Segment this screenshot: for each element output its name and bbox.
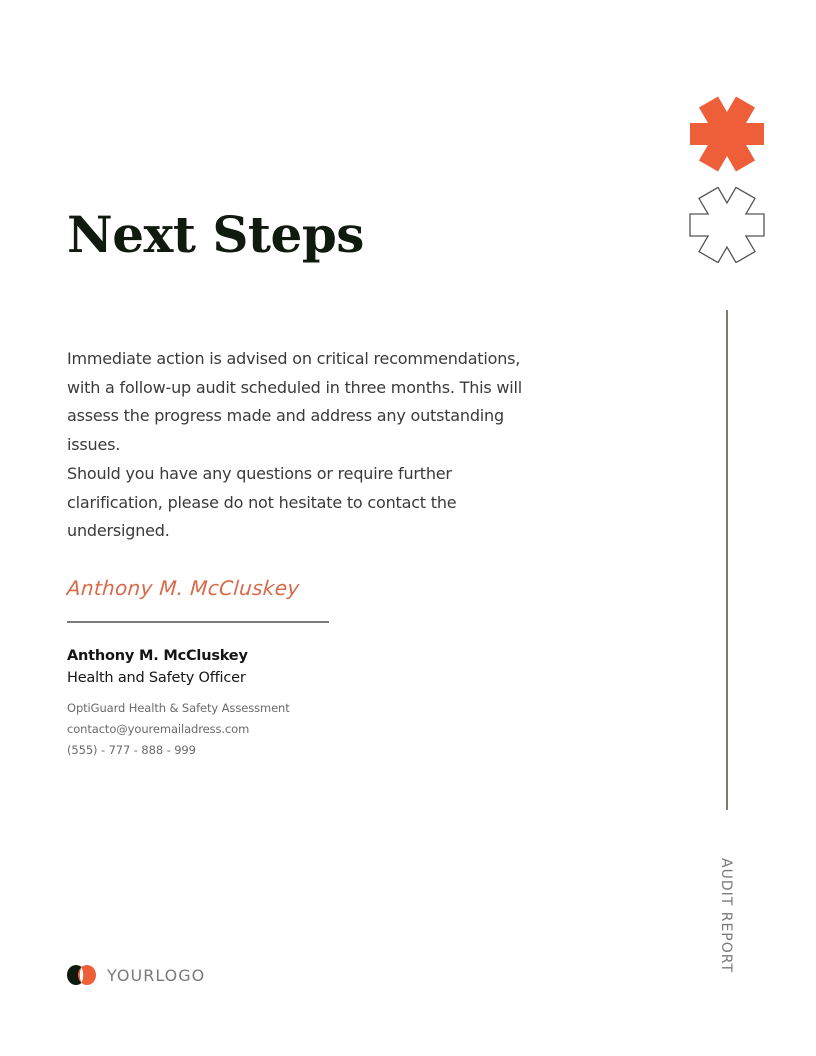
logo-text: YOURLOGO [107,965,206,985]
signer-email: contacto@youremailadress.com [67,722,250,736]
document-type-label: AUDIT REPORT [718,858,734,974]
logo-mark-icon [67,965,97,985]
handwritten-signature: Anthony M. McCluskey [66,576,301,600]
company-logo [67,965,205,985]
page-title: Next Steps [67,205,364,264]
asterisk-filled-icon [689,96,765,172]
signer-role: Health and Safety Officer [67,670,246,686]
signature-line [67,621,329,623]
signer-name: Anthony M. McCluskey [67,648,248,664]
paragraph-next-steps: Immediate action is advised on critical recommendations, with a follow-up audit scheduled in three months. This will assess the progress made and address any outstanding issues. [67,349,523,455]
signer-phone: (555) - 777 - 888 - 999 [67,743,196,757]
signer-organization: OptiGuard Health & Safety Assessment [67,701,290,715]
vertical-divider [726,310,728,810]
asterisk-outline-icon [689,187,765,263]
paragraph-contact-note: Should you have any questions or require further clarification, please do not hesitate to contact the undersigned. [67,464,457,541]
